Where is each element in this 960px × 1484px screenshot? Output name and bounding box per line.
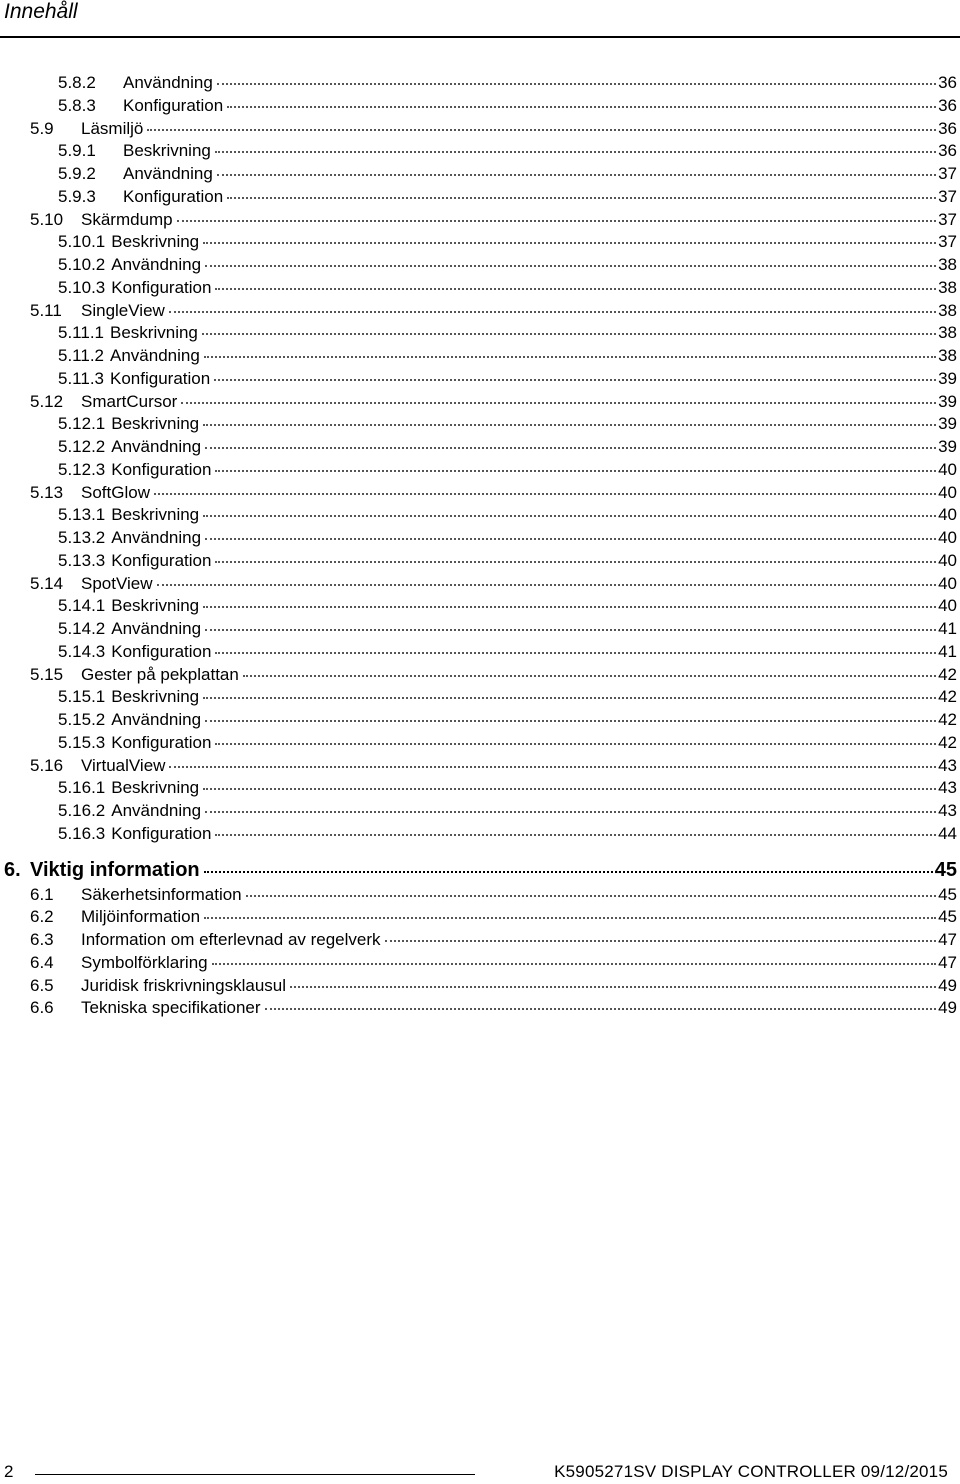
toc-entry-number: 5.16: [30, 755, 64, 775]
toc-entry-number: 5.12.1: [58, 414, 106, 434]
toc-entry-title: Beskrivning: [123, 141, 211, 161]
toc-leader-dots: [246, 893, 936, 897]
toc-entry[interactable]: [58, 94, 957, 117]
toc-entry[interactable]: [58, 685, 957, 708]
toc-entry-page: 45: [938, 907, 957, 927]
toc-entry[interactable]: [58, 321, 957, 344]
toc-entry-title: Gester på pekplattan: [81, 664, 239, 684]
toc-entry-title: Användning: [111, 255, 202, 274]
toc-entry-page: 36: [938, 95, 957, 115]
toc-leader-dots: [214, 377, 936, 381]
toc-entry-title: Beskrivning: [111, 505, 200, 525]
toc-entry-number: 5.11.3: [58, 368, 105, 388]
toc-leader-dots: [203, 422, 936, 426]
toc-entry-page: 39: [938, 368, 957, 388]
toc-entry-page: 42: [938, 710, 957, 729]
toc-entry-number: 5.13.3: [58, 550, 106, 570]
toc-entry[interactable]: [30, 928, 957, 951]
toc-entry-number: 6.: [4, 858, 21, 881]
toc-entry[interactable]: [58, 253, 957, 276]
toc-leader-dots: [205, 536, 936, 540]
toc-entry-page: 38: [938, 277, 957, 297]
toc-leader-dots: [169, 309, 936, 313]
toc-leader-dots: [265, 1006, 937, 1010]
toc-leader-dots: [204, 354, 936, 358]
toc-entry[interactable]: [58, 276, 957, 299]
header-divider: [0, 36, 960, 38]
footer-divider: [35, 1474, 475, 1475]
toc-entry-title: Skärmdump: [81, 209, 173, 229]
toc-entry[interactable]: [58, 617, 957, 640]
toc-entry-page: 45: [934, 858, 957, 881]
toc-leader-dots: [157, 582, 937, 586]
toc-entry-number: 5.9.3: [58, 186, 96, 206]
toc-entry-number: 6.2: [30, 907, 54, 927]
toc-entry-page: 41: [938, 641, 957, 661]
toc-entry-page: 38: [938, 323, 957, 343]
toc-entry-number: 5.15.1: [58, 687, 106, 707]
toc-leader-dots: [215, 832, 936, 836]
toc-entry-page: 39: [938, 414, 957, 434]
toc-entry-number: 5.8.3: [58, 95, 96, 115]
toc-entry[interactable]: [58, 412, 957, 435]
toc-leader-dots: [203, 786, 936, 790]
footer-page-number: 2: [4, 1462, 14, 1481]
toc-entry-title: Juridisk friskrivningsklausul: [81, 975, 287, 995]
toc-leader-dots: [227, 195, 936, 199]
toc-leader-dots: [205, 627, 936, 631]
toc-entry-number: 5.15.3: [58, 732, 106, 752]
toc-entry-title: Användning: [123, 164, 213, 183]
toc-entry-title: Konfiguration: [123, 95, 224, 115]
toc-entry[interactable]: [58, 822, 957, 845]
toc-leader-dots: [215, 559, 936, 563]
toc-leader-dots: [215, 149, 936, 153]
toc-entry[interactable]: [30, 996, 957, 1019]
toc-leader-dots: [227, 104, 936, 108]
toc-entry-title: VirtualView: [81, 755, 166, 775]
toc-entry-page: 40: [938, 573, 957, 593]
toc-entry-title: Beskrivning: [111, 232, 200, 252]
toc-entry-page: 42: [938, 687, 957, 707]
toc-entry-number: 6.5: [30, 975, 54, 995]
toc-entry-number: 5.14: [30, 573, 64, 593]
toc-leader-dots: [205, 445, 936, 449]
toc-entry-page: 47: [938, 952, 957, 972]
toc-entry-number: 6.3: [30, 930, 54, 949]
toc-entry-page: 40: [938, 482, 957, 502]
toc-leader-dots: [217, 81, 936, 85]
toc-entry-page: 43: [938, 755, 957, 775]
toc-entry-page: 37: [938, 209, 957, 229]
toc-entry-page: 47: [938, 930, 957, 949]
toc-entry-number: 5.16.2: [58, 801, 106, 820]
toc-entry[interactable]: [30, 572, 957, 595]
toc-leader-dots: [205, 718, 936, 722]
toc-leader-dots: [203, 695, 936, 699]
toc-entry-title: Användning: [111, 801, 202, 820]
toc-entry[interactable]: [4, 859, 957, 882]
toc-entry-page: 38: [938, 255, 957, 274]
toc-entry-page: 37: [938, 186, 957, 206]
toc-entry-title: Beskrivning: [111, 687, 200, 707]
toc-entry-title: Konfiguration: [111, 459, 212, 479]
toc-entry-page: 40: [938, 550, 957, 570]
toc-entry-number: 5.9.1: [58, 141, 96, 161]
toc-entry-title: Användning: [111, 710, 202, 729]
toc-entry-number: 5.13: [30, 482, 64, 502]
toc-entry-number: 5.9.2: [58, 164, 96, 183]
toc-entry-page: 39: [938, 391, 957, 411]
toc-entry[interactable]: [58, 71, 957, 94]
toc-entry-page: 45: [938, 884, 957, 904]
toc-leader-dots: [215, 286, 936, 290]
toc-entry[interactable]: [58, 230, 957, 253]
toc-entry-title: SoftGlow: [81, 482, 150, 502]
toc-leader-dots: [204, 869, 933, 873]
toc-entry[interactable]: [58, 708, 957, 731]
toc-leader-dots: [217, 172, 936, 176]
toc-leader-dots: [147, 127, 936, 131]
toc-entry[interactable]: [58, 526, 957, 549]
toc-entry-title: Viktig information: [30, 858, 200, 881]
toc-entry-title: Konfiguration: [111, 641, 212, 661]
toc-leader-dots: [202, 331, 936, 335]
toc-entry-title: Säkerhetsinformation: [81, 884, 242, 904]
toc-entry-page: 37: [938, 164, 957, 183]
toc-entry-title: Användning: [111, 619, 202, 638]
toc-entry-page: 38: [938, 300, 957, 320]
toc-entry-title: Information om efterlevnad av regelverk: [81, 930, 381, 949]
toc-entry-title: Beskrivning: [110, 323, 198, 343]
toc-entry-number: 5.13.1: [58, 505, 106, 525]
toc-entry-number: 5.10.1: [58, 232, 106, 252]
toc-entry[interactable]: [30, 663, 957, 686]
toc-leader-dots: [215, 650, 936, 654]
toc-entry-number: 5.11: [30, 300, 62, 320]
toc-entry-title: Konfiguration: [111, 277, 212, 297]
toc-entry-title: Användning: [111, 528, 202, 547]
toc-entry-title: Konfiguration: [111, 823, 212, 843]
toc-entry[interactable]: [58, 503, 957, 526]
toc-entry-number: 5.14.3: [58, 641, 106, 661]
toc-entry-title: Konfiguration: [110, 368, 211, 388]
toc-entry[interactable]: [58, 435, 957, 458]
toc-entry-title: Läsmiljö: [81, 118, 144, 138]
toc-leader-dots: [215, 468, 936, 472]
toc-entry-page: 39: [938, 437, 957, 456]
toc-entry[interactable]: [30, 754, 957, 777]
page-header-title: Innehåll: [4, 0, 78, 23]
toc-entry-number: 5.15.2: [58, 710, 106, 729]
toc-entry[interactable]: [58, 640, 957, 663]
footer-document-id: K5905271SV DISPLAY CONTROLLER 09/12/2015: [554, 1462, 948, 1481]
toc-leader-dots: [205, 263, 936, 267]
toc-leader-dots: [204, 915, 936, 919]
toc-entry-page: 40: [938, 459, 957, 479]
toc-entry-title: Användning: [110, 346, 200, 365]
toc-entry-title: Konfiguration: [111, 550, 212, 570]
toc-entry[interactable]: [30, 974, 957, 997]
toc-leader-dots: [203, 240, 936, 244]
toc-entry-number: 5.8.2: [58, 73, 96, 92]
toc-entry-title: Användning: [123, 73, 213, 92]
toc-entry-page: 36: [938, 73, 957, 92]
toc-entry-page: 38: [938, 346, 957, 365]
toc-entry-title: Tekniska specifikationer: [81, 998, 261, 1018]
toc-leader-dots: [169, 764, 936, 768]
toc-entry-number: 5.15: [30, 664, 64, 684]
toc-leader-dots: [212, 961, 936, 965]
toc-entry-number: 5.14.2: [58, 619, 106, 638]
toc-entry-number: 5.16.1: [58, 778, 106, 798]
toc-entry-title: Beskrivning: [111, 414, 200, 434]
toc-entry[interactable]: [58, 776, 957, 799]
toc-entry-page: 40: [938, 505, 957, 525]
toc-leader-dots: [203, 604, 936, 608]
toc-entry-number: 5.9: [30, 118, 54, 138]
toc-entry-page: 43: [938, 801, 957, 820]
toc-entry-page: 49: [938, 975, 957, 995]
toc-entry-page: 40: [938, 528, 957, 547]
toc-entry-page: 40: [938, 596, 957, 616]
toc-leader-dots: [385, 938, 937, 942]
toc-entry[interactable]: [30, 905, 957, 928]
toc-entry[interactable]: [30, 883, 957, 906]
toc-entry[interactable]: [58, 344, 957, 367]
toc-entry-page: 43: [938, 778, 957, 798]
toc-entry[interactable]: [30, 390, 957, 413]
toc-entry[interactable]: [30, 208, 957, 231]
toc-entry[interactable]: [58, 549, 957, 572]
toc-entry[interactable]: [58, 458, 957, 481]
toc-leader-dots: [203, 513, 936, 517]
toc-entry[interactable]: [58, 799, 957, 822]
toc-leader-dots: [290, 984, 936, 988]
toc-entry-number: 5.11.1: [58, 323, 105, 343]
toc-entry-page: 41: [938, 619, 957, 638]
toc-entry-number: 5.10.3: [58, 277, 106, 297]
toc-entry-page: 42: [938, 664, 957, 684]
toc-entry[interactable]: [30, 117, 957, 140]
toc-entry-page: 49: [938, 998, 957, 1018]
toc-leader-dots: [177, 218, 936, 222]
toc-entry[interactable]: [58, 594, 957, 617]
toc-entry-number: 5.12.2: [58, 437, 106, 456]
toc-entry-title: Användning: [111, 437, 202, 456]
toc-leader-dots: [154, 491, 936, 495]
toc-entry[interactable]: [58, 162, 957, 185]
toc-entry[interactable]: [58, 139, 957, 162]
toc-leader-dots: [215, 741, 936, 745]
toc-entry[interactable]: [58, 367, 957, 390]
toc-entry-page: 42: [938, 732, 957, 752]
toc-entry[interactable]: [30, 481, 957, 504]
toc-entry-title: Symbolförklaring: [81, 952, 208, 972]
toc-entry-number: 6.6: [30, 998, 54, 1018]
toc-entry[interactable]: [30, 951, 957, 974]
toc-entry-page: 37: [938, 232, 957, 252]
toc-entry-title: Beskrivning: [111, 596, 200, 616]
toc-entry-page: 36: [938, 141, 957, 161]
toc-entry-title: Konfiguration: [123, 186, 224, 206]
toc-entry[interactable]: [58, 731, 957, 754]
toc-entry-number: 5.12: [30, 391, 64, 411]
toc-entry-title: SingleView: [81, 300, 165, 320]
toc-entry-title: Konfiguration: [111, 732, 212, 752]
toc-entry-number: 5.14.1: [58, 596, 106, 616]
toc-entry-title: SpotView: [81, 573, 153, 593]
toc-entry-number: 5.12.3: [58, 459, 106, 479]
toc-entry-page: 44: [938, 823, 957, 843]
toc-leader-dots: [205, 809, 936, 813]
toc-entry-title: Beskrivning: [111, 778, 200, 798]
toc-entry-number: 6.4: [30, 952, 54, 972]
toc-entry-number: 6.1: [30, 884, 54, 904]
toc-entry[interactable]: [58, 185, 957, 208]
toc-entry-page: 36: [938, 118, 957, 138]
toc-entry-number: 5.10: [30, 209, 64, 229]
toc-entry-title: SmartCursor: [81, 391, 178, 411]
toc-entry-title: Miljöinformation: [81, 907, 201, 927]
toc-leader-dots: [243, 673, 936, 677]
toc-entry-number: 5.11.2: [58, 346, 105, 365]
toc-entry-number: 5.10.2: [58, 255, 106, 274]
toc-entry[interactable]: [30, 299, 957, 322]
toc-leader-dots: [181, 400, 936, 404]
toc-entry-number: 5.16.3: [58, 823, 106, 843]
toc-entry-number: 5.13.2: [58, 528, 106, 547]
